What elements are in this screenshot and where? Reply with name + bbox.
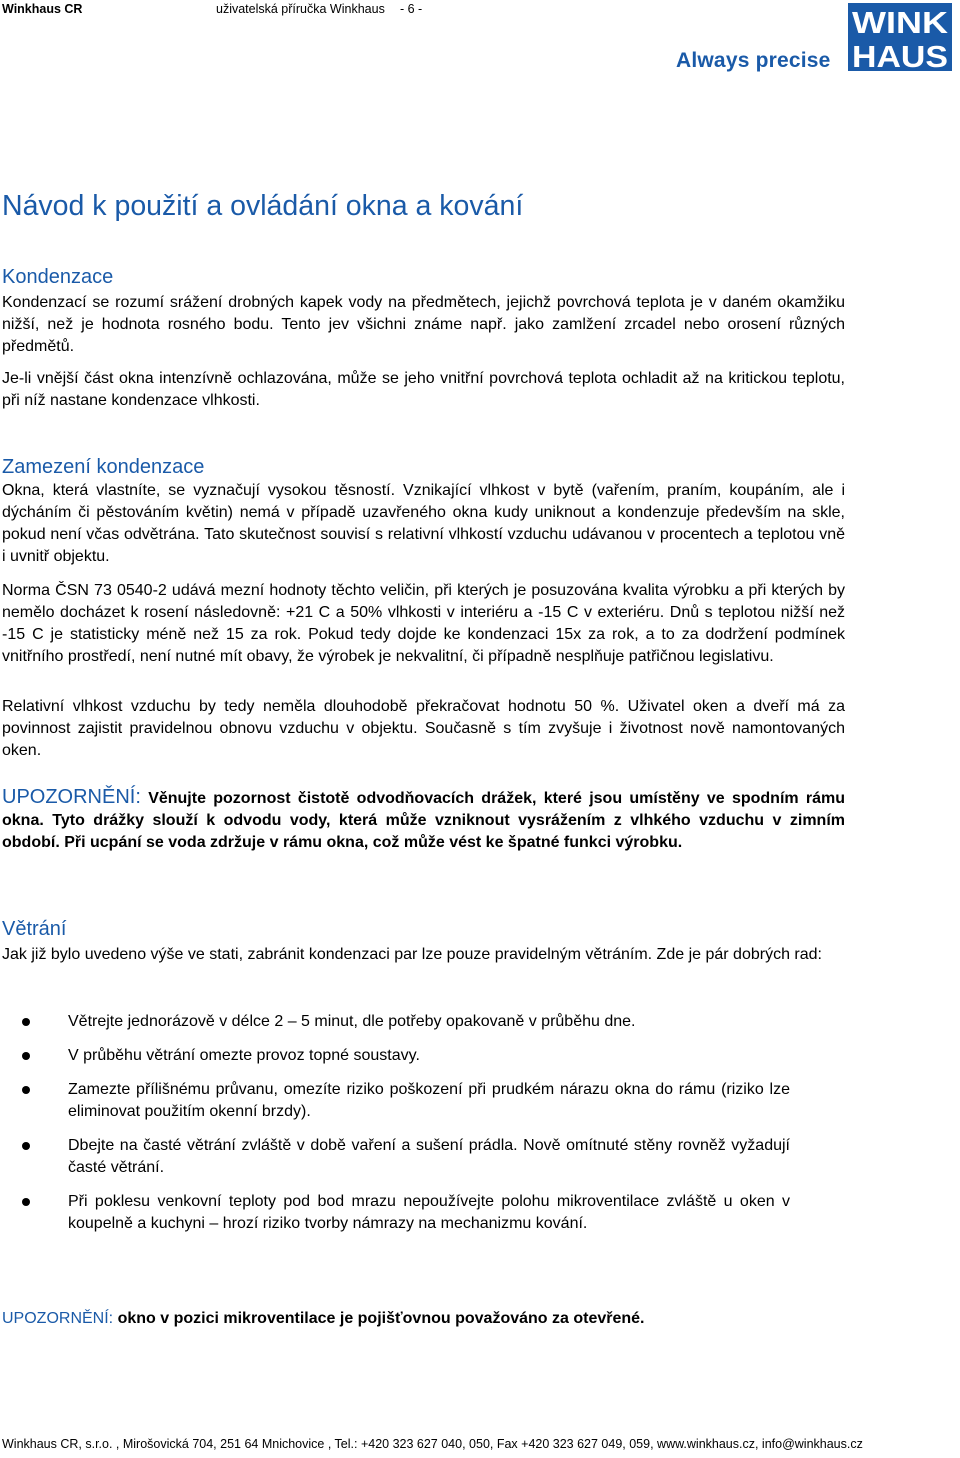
warning-microventilation (2, 1308, 845, 1330)
warning-label: UPOZORNĚNÍ: (2, 786, 141, 808)
list-item-text: Dbejte na časté větrání zvláště v době vaření a sušení prádla. Nově omítnuté stěny rovněž vyžadují časté větrání. (68, 1137, 790, 1176)
warning-drainage (2, 786, 845, 854)
list-item-text: Zamezte přílišnému průvanu, omezíte riziko poškození při prudkém nárazu okna do rámu (riziko lze eliminovat použitím okenní brzdy). (68, 1081, 790, 1120)
svg-text:HAUS: HAUS (852, 39, 948, 71)
section-heading-kondenzace: Kondenzace (2, 266, 114, 288)
section-heading-vetrani: Větrání (2, 918, 67, 940)
paragraph-zamezeni-norm: Norma ČSN 73 0540-2 udává mezní hodnoty těchto veličin, při kterých je posuzována kvalita výrobku a při kterých by nemělo docházet k rosení následovně: +21 C a 50% vlhkosti v interiéru a -15 C v exteriéru. Dnů s teplotou nižší než -15 C je statisticky méně než 15 za rok. Pokud tedy dojde ke kondenzaci 15x za rok, a to za dodržení podmínek vnitřního prostředí, není nutné mít obavy, že výrobek je nekvalitní, či případně nesplňuje patřičnou legislativu. (2, 582, 845, 665)
bullet-icon (22, 1086, 30, 1094)
winkhaus-logo (848, 3, 952, 71)
list-item-text: Při poklesu venkovní teploty pod bod mrazu nepoužívejte polohu mikroventilace zvláště u oken v koupelně a kuchyni – hrozí riziko tvorby námrazy na mechanizmu kování. (68, 1193, 790, 1232)
list-item (0, 1011, 790, 1033)
bullet-icon (22, 1052, 30, 1060)
bullet-icon (22, 1198, 30, 1206)
section-heading-zamezeni: Zamezení kondenzace (2, 456, 205, 478)
paragraph-vetrani-intro: Jak již bylo uvedeno výše ve stati, zabránit kondenzaci par lze pouze pravidelným větráním. Zde je pár dobrých rad: (2, 946, 822, 963)
list-item (0, 1135, 790, 1179)
warning-microventilation-text: okno v pozici mikroventilace je pojišťovnou považováno za otevřené. (117, 1310, 645, 1327)
paragraph-kondenzace-definition: Kondenzací se rozumí srážení drobných kapek vody na předmětech, jejichž povrchová teplota je v daném okamžiku nižší, než je hodnota rosného bodu. Tento jev všichni známe např. jako zamlžení zrcadel nebo orosení různých předmětů. (2, 294, 845, 355)
list-item-text: V průběhu větrání omezte provoz topné soustavy. (68, 1047, 420, 1064)
list-item (0, 1045, 790, 1067)
list-item (0, 1191, 790, 1235)
ventilation-tips-list (0, 1011, 790, 1235)
paragraph-zamezeni-tightness: Okna, která vlastníte, se vyznačují vysokou těsností. Vznikající vlhkost v bytě (vařením, praním, koupáním, ale i dýcháním či pěstováním květin) nemá v případě uzavřeného okna kudy uniknout a kondenzuje především na skle, pokud není včas odvětrána. Tato skutečnost souvisí s relativní vlhkostí vzduchu udávanou v procentech a teplotou vně i uvnitř objektu. (2, 482, 845, 565)
list-item (0, 1079, 790, 1123)
winkhaus-logo-mark (848, 3, 952, 71)
logo-tagline: Always precise (676, 49, 831, 72)
svg-text:WINK: WINK (852, 5, 949, 40)
page-title: Návod k použití a ovládání okna a kování (2, 190, 524, 222)
page-footer: Winkhaus CR, s.r.o. , Mirošovická 704, 251 64 Mnichovice , Tel.: +420 323 627 040, 050, Fax +420 323 627 049, 059, www.winkhaus.cz, info@winkhaus.cz (2, 1437, 863, 1451)
header-manual-title: uživatelská příručka Winkhaus (216, 2, 385, 16)
warning-drainage-text: Věnujte pozornost čistotě odvodňovacích drážek, které jsou umístěny ve spodním rámu okna. Tyto drážky slouží k odvodu vody, která může vzniknout vysrážením z vlhkého vzduchu v zimním období. Při ucpání se voda zdržuje v rámu okna, což může vést ke špatné funkci výrobku. (2, 790, 846, 851)
header-company: Winkhaus CR (2, 2, 83, 16)
bullet-icon (22, 1142, 30, 1150)
list-item-text: Větrejte jednorázově v délce 2 – 5 minut, dle potřeby opakovaně v průběhu dne. (68, 1013, 636, 1030)
header-page-number: - 6 - (400, 2, 423, 16)
bullet-icon (22, 1018, 30, 1026)
paragraph-kondenzace-cause: Je-li vnější část okna intenzívně ochlazována, může se jeho vnitřní povrchová teplota ochladit až na kritickou teplotu, při níž nastane kondenzace vlhkosti. (2, 370, 845, 409)
warning-label: UPOZORNĚNÍ: (2, 1310, 114, 1327)
paragraph-zamezeni-humidity: Relativní vlhkost vzduchu by tedy neměla dlouhodobě překračovat hodnotu 50 %. Uživatel oken a dveří má za povinnost zajistit pravidelnou obnovu vzduchu v objektu. Současně s tím zvyšuje i životnost nově namontovaných oken. (2, 698, 845, 759)
